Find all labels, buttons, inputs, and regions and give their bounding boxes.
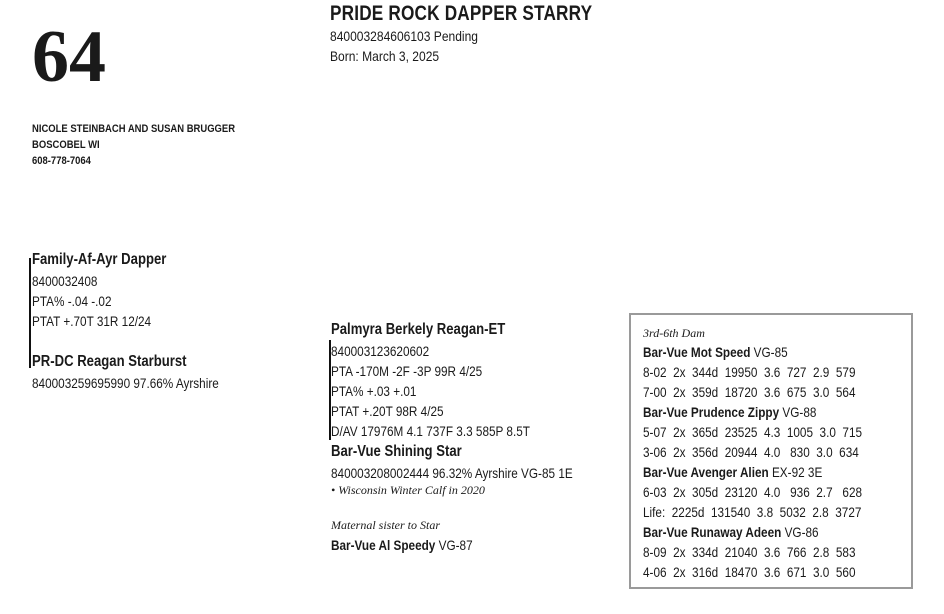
dam-sire-id: 840003123620602 — [331, 343, 430, 359]
sire-bracket — [29, 258, 31, 368]
dam-3-heading — [643, 342, 788, 362]
maternal-sister-caption: Maternal sister to Star — [331, 518, 441, 532]
owner-phone: 608-778-7064 — [32, 155, 91, 167]
sire-dam-detail: 840003259695990 97.66% Ayrshire — [32, 375, 219, 391]
dam-4-score: VG-88 — [779, 404, 817, 420]
dam-6-name: Bar-Vue Runaway Adeen — [643, 524, 782, 540]
dam-4-heading — [643, 402, 816, 422]
dam-sire-pta-pct: PTA% +.03 +.01 — [331, 383, 417, 399]
dam-6-record-2: 4-06 2x 316d 18470 3.6 671 3.0 560 — [643, 564, 856, 580]
sire-dam-name: PR-DC Reagan Starburst — [32, 353, 187, 370]
dam-4-name: Bar-Vue Prudence Zippy — [643, 404, 780, 420]
dams-box-caption: 3rd-6th Dam — [643, 326, 705, 340]
dam-name: Bar-Vue Shining Star — [331, 443, 462, 460]
dam-5-record-1: 6-03 2x 305d 23120 4.0 936 2.7 628 — [643, 484, 863, 500]
dam-5-name: Bar-Vue Avenger Alien — [643, 464, 769, 480]
maternal-sister-name: Bar-Vue Al Speedy — [331, 537, 436, 553]
animal-registration: 840003284606103 Pending — [330, 28, 478, 44]
dam-5-heading — [643, 462, 822, 482]
dam-3-name: Bar-Vue Mot Speed — [643, 344, 751, 360]
dam-sire-pta: PTA -170M -2F -3P 99R 4/25 — [331, 363, 483, 379]
animal-born: Born: March 3, 2025 — [330, 48, 440, 64]
dam-detail: 840003208002444 96.32% Ayrshire VG-85 1E — [331, 465, 573, 481]
sire-name: Family-Af-Ayr Dapper — [32, 251, 167, 268]
dam-3-score: VG-85 — [750, 344, 788, 360]
sire-id: 8400032408 — [32, 273, 98, 289]
lot-number: 64 — [32, 16, 106, 98]
dam-3-record-2: 7-00 2x 359d 18720 3.6 675 3.0 564 — [643, 384, 856, 400]
dam-4-record-2: 3-06 2x 356d 20944 4.0 830 3.0 634 — [643, 444, 859, 460]
owner-location: BOSCOBEL WI — [32, 139, 100, 151]
owner-names: NICOLE STEINBACH AND SUSAN BRUGGER — [32, 123, 236, 135]
sire-pta-pct: PTA% -.04 -.02 — [32, 293, 112, 309]
dam-sire-ptat: PTAT +.20T 98R 4/25 — [331, 403, 444, 419]
dam-3-record-1: 8-02 2x 344d 19950 3.6 727 2.9 579 — [643, 364, 856, 380]
dam-5-score: EX-92 3E — [768, 464, 823, 480]
dam-6-record-1: 8-09 2x 334d 21040 3.6 766 2.8 583 — [643, 544, 856, 560]
dam-note: • Wisconsin Winter Calf in 2020 — [331, 483, 485, 497]
dam-4-record-1: 5-07 2x 365d 23525 4.3 1005 3.0 715 — [643, 424, 863, 440]
animal-name: PRIDE ROCK DAPPER STARRY — [330, 2, 593, 25]
maternal-sister — [331, 535, 473, 555]
maternal-sister-score: VG-87 — [435, 537, 473, 553]
sire-ptat: PTAT +.70T 31R 12/24 — [32, 313, 152, 329]
dam-6-heading — [643, 522, 819, 542]
dam-5-record-2: Life: 2225d 131540 3.8 5032 2.8 3727 — [643, 504, 862, 520]
dam-sire-dav: D/AV 17976M 4.1 737F 3.3 585P 8.5T — [331, 423, 530, 439]
dam-6-score: VG-86 — [781, 524, 819, 540]
dam-sire-name: Palmyra Berkely Reagan-ET — [331, 321, 506, 338]
